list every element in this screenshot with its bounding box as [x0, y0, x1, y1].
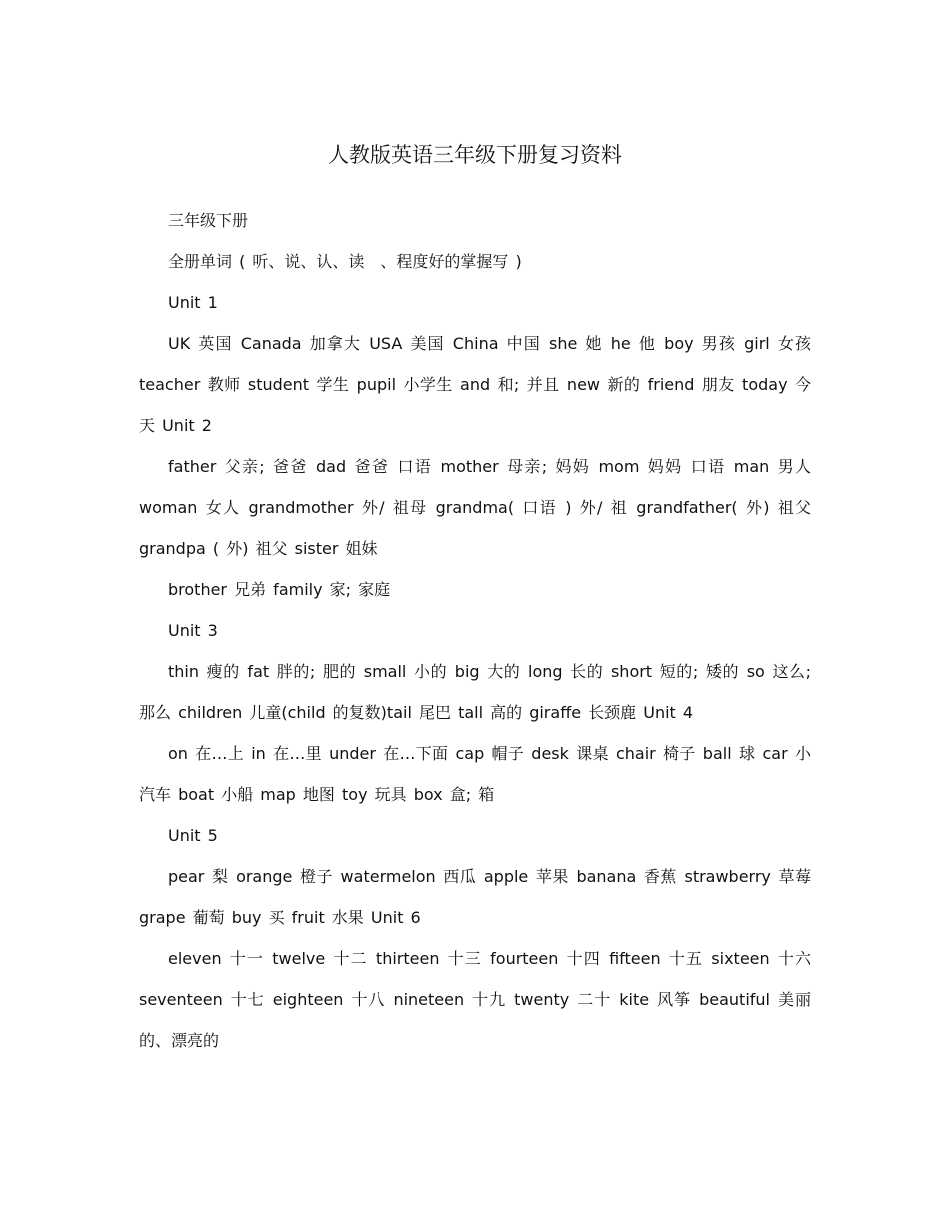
paragraph-unit-3-words: thin 瘦的 fat 胖的; 肥的 small 小的 big 大的 long 长的 short 短的; 矮的 so 这么; 那么 children 儿童(child 的复数)tail 尾巴 tall 高的 giraffe 长颈鹿 Unit 4 — [139, 662, 811, 722]
heading-unit-1: Unit 1 — [168, 293, 218, 312]
document-body — [139, 200, 811, 1061]
document-title: 人教版英语三年级下册复习资料 — [328, 143, 622, 167]
paragraph-unit-2-words-cont: brother 兄弟 family 家; 家庭 — [168, 580, 391, 599]
paragraph-unit-5-words: pear 梨 orange 橙子 watermelon 西瓜 apple 苹果 banana 香蕉 strawberry 草莓 grape 葡萄 buy 买 fruit 水果 Unit 6 — [139, 867, 811, 927]
paragraph-unit-2-words: father 父亲; 爸爸 dad 爸爸 口语 mother 母亲; 妈妈 mom 妈妈 口语 man 男人 woman 女人 grandmother 外/ 祖母 grandma( 口语 ) 外/ 祖 grandfather( 外) 祖父 grandpa ( 外) 祖父 sister 姐妹 — [139, 457, 811, 558]
heading-unit-5: Unit 5 — [168, 826, 218, 845]
paragraph-vocab-intro: 全册单词 ( 听、说、认、读 、程度好的掌握写 ) — [168, 252, 522, 271]
paragraph-unit-4-words: on 在…上 in 在…里 under 在…下面 cap 帽子 desk 课桌 chair 椅子 ball 球 car 小汽车 boat 小船 map 地图 toy 玩具 box 盒; 箱 — [139, 744, 811, 804]
paragraph-unit-1-words: UK 英国 Canada 加拿大 USA 美国 China 中国 she 她 he 他 boy 男孩 girl 女孩 teacher 教师 student 学生 pupil 小学生 and 和; 并且 new 新的 friend 朋友 today 今天 Unit 2 — [139, 334, 811, 435]
paragraph-unit-6-words: eleven 十一 twelve 十二 thirteen 十三 fourteen 十四 fifteen 十五 sixteen 十六 seventeen 十七 eighteen 十八 nineteen 十九 twenty 二十 kite 风筝 beautiful 美丽的、漂亮的 — [139, 949, 811, 1050]
heading-unit-3: Unit 3 — [168, 621, 218, 640]
paragraph-grade: 三年级下册 — [168, 211, 249, 230]
